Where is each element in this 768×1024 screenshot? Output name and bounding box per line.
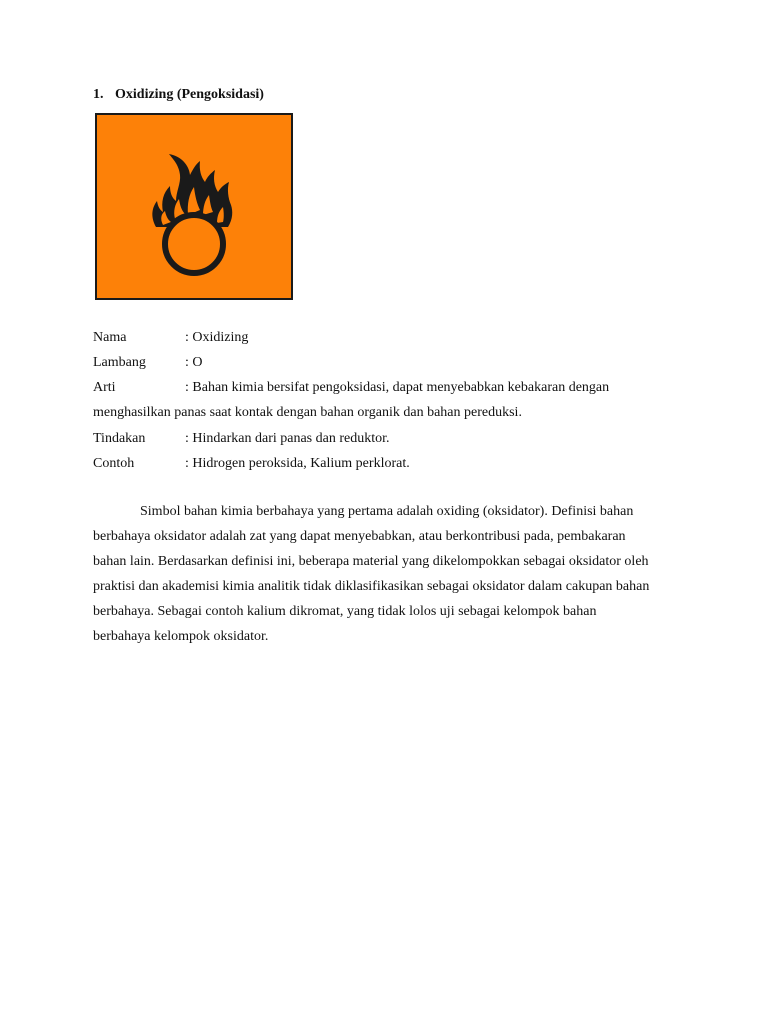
info-row-nama <box>93 329 248 347</box>
info-value: menghasilkan panas saat kontak dengan bahan organik dan bahan pereduksi. <box>93 405 522 420</box>
oxidizer-ring <box>165 215 223 273</box>
info-label: Contoh <box>93 456 135 471</box>
info-label: Nama <box>93 330 127 345</box>
paragraph-line: berbahaya oksidator adalah zat yang dapat menyebabkan, atau berkontribusi pada, pembakaran <box>93 529 626 544</box>
info-label: Tindakan <box>93 431 146 446</box>
info-row-arti-continuation <box>93 404 522 422</box>
section-heading <box>93 87 264 103</box>
section-title: Oxidizing (Pengoksidasi) <box>115 87 264 102</box>
paragraph-line: bahan lain. Berdasarkan definisi ini, beberapa material yang dikelompokkan sebagai oksidator oleh <box>93 554 649 569</box>
paragraph-line: Simbol bahan kimia berbahaya yang pertama adalah oxiding (oksidator). Definisi bahan <box>140 504 634 519</box>
info-row-tindakan <box>93 430 390 448</box>
info-value: : O <box>185 355 203 370</box>
info-row-contoh <box>93 455 410 473</box>
paragraph-line: berbahaya kelompok oksidator. <box>93 629 269 644</box>
info-row-lambang <box>93 354 203 372</box>
info-label: Lambang <box>93 355 146 370</box>
info-value: : Oxidizing <box>185 330 249 345</box>
section-number: 1. <box>93 87 104 102</box>
paragraph-line: berbahaya. Sebagai contoh kalium dikromat, yang tidak lolos uji sebagai kelompok bahan <box>93 604 597 619</box>
info-row-arti <box>93 379 609 397</box>
info-value: : Hindarkan dari panas dan reduktor. <box>185 431 390 446</box>
paragraph-line: praktisi dan akademisi kimia analitik tidak diklasifikasikan sebagai oksidator dalam cakupan bahan <box>93 579 650 594</box>
info-value: : Hidrogen peroksida, Kalium perklorat. <box>185 456 410 471</box>
info-label: Arti <box>93 380 116 395</box>
info-value: : Bahan kimia bersifat pengoksidasi, dapat menyebabkan kebakaran dengan <box>185 380 610 395</box>
flame-over-circle-icon <box>97 115 291 298</box>
oxidizing-hazard-symbol <box>95 113 293 300</box>
